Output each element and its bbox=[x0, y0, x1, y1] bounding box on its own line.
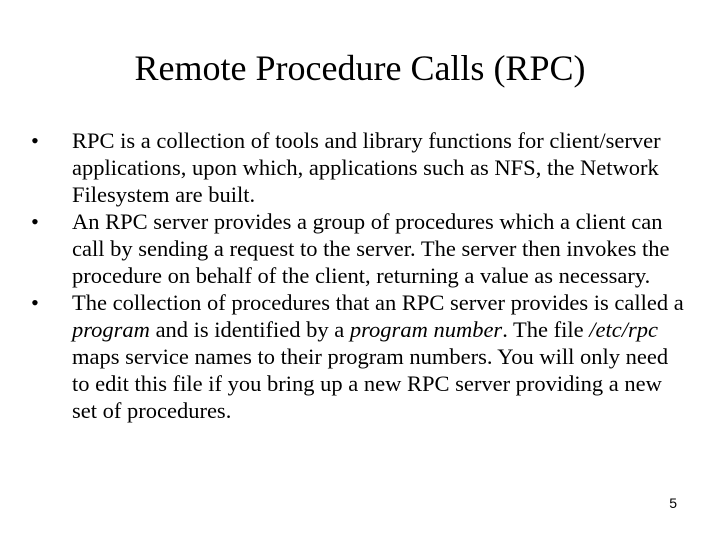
text-segment: . The file bbox=[502, 317, 590, 342]
bullet-item bbox=[30, 208, 690, 289]
bullet-text bbox=[72, 128, 661, 207]
bullet-text bbox=[72, 209, 670, 288]
slide-title: Remote Procedure Calls (RPC) bbox=[134, 48, 586, 88]
text-segment: maps service names to their program numbers. You will only need to edit this file if you bring up a new RPC server providing a new set of procedures. bbox=[72, 344, 669, 423]
text-segment: An RPC server provides a group of procedures which a client can call by sending a request to the server. The server then invokes the procedure on behalf of the client, returning a value as necessary. bbox=[72, 209, 670, 288]
text-segment: and is identified by a bbox=[149, 317, 350, 342]
page-number: 5 bbox=[669, 495, 677, 511]
bullet-list bbox=[30, 127, 690, 424]
text-segment: RPC is a collection of tools and library functions for client/server applications, upon which, applications such as NFS, the Network Filesystem are built. bbox=[72, 128, 661, 207]
bullet-dot-icon: • bbox=[31, 290, 39, 315]
bullet-item bbox=[30, 127, 690, 208]
text-segment: The collection of procedures that an RPC server provides is called a bbox=[72, 290, 684, 315]
italic-term-etc-rpc: /etc/rpc bbox=[589, 317, 658, 342]
bullet-dot-icon: • bbox=[31, 128, 39, 153]
bullet-item bbox=[30, 289, 690, 424]
bullet-dot-icon: • bbox=[31, 209, 39, 234]
italic-term-program: program bbox=[72, 317, 150, 342]
bullet-text bbox=[72, 290, 684, 423]
italic-term-program-number: program number bbox=[349, 317, 503, 342]
